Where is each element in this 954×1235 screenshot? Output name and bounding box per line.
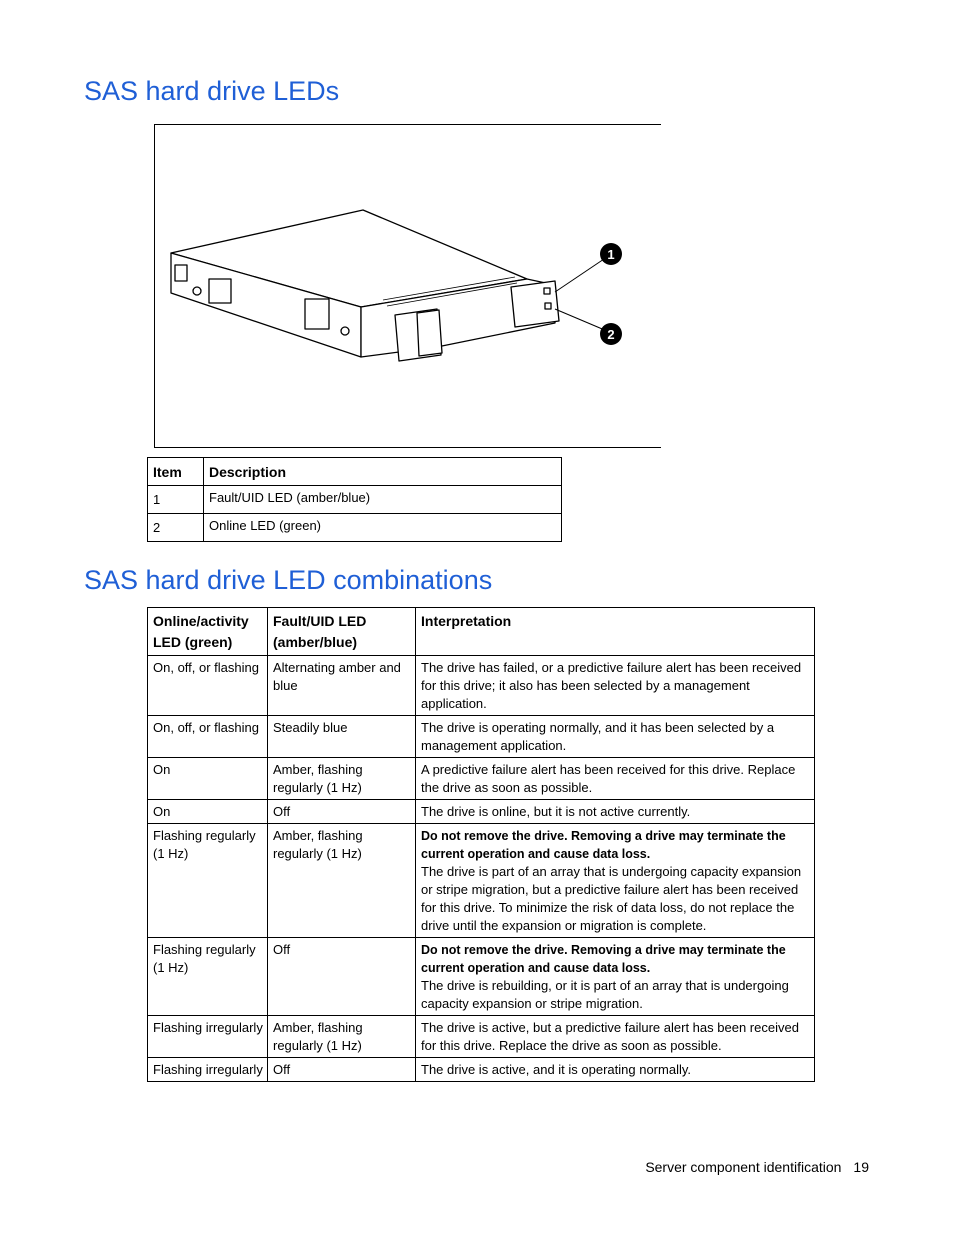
online-led-state: On	[148, 758, 268, 800]
interpretation	[416, 800, 815, 824]
table-row	[148, 758, 815, 800]
hard-drive-figure	[154, 124, 661, 448]
item-description: Online LED (green)	[204, 514, 562, 542]
table-header-row	[148, 608, 815, 656]
item-number: 1	[148, 486, 204, 514]
interpretation	[416, 656, 815, 716]
item-description-table	[147, 457, 562, 542]
page-footer	[645, 1159, 869, 1175]
online-led-state: On, off, or flashing	[148, 656, 268, 716]
data-loss-warning: Do not remove the drive. Removing a drive may terminate the current operation and cause data loss.	[421, 943, 786, 975]
fault-led-state: Amber, flashing regularly (1 Hz)	[268, 758, 416, 800]
header-fault-led: Fault/UID LED (amber/blue)	[268, 608, 416, 656]
online-led-state: On	[148, 800, 268, 824]
interpretation-text: A predictive failure alert has been received for this drive. Replace the drive as soon as possible.	[421, 762, 796, 795]
led-combinations-body	[148, 656, 815, 1082]
table-row	[148, 1058, 815, 1082]
interpretation	[416, 938, 815, 1016]
fault-led-state: Alternating amber and blue	[268, 656, 416, 716]
callout-1	[600, 243, 622, 265]
interpretation	[416, 1016, 815, 1058]
online-led-state: Flashing regularly (1 Hz)	[148, 824, 268, 938]
table-row	[148, 486, 562, 514]
online-led-state: Flashing irregularly	[148, 1058, 268, 1082]
interpretation-text: The drive is rebuilding, or it is part of an array that is undergoing capacity expansion or stripe migration.	[421, 978, 789, 1011]
svg-text:2: 2	[607, 327, 615, 342]
fault-led-state: Off	[268, 938, 416, 1016]
table-row	[148, 938, 815, 1016]
led-combinations-table	[147, 607, 815, 1082]
table-row	[148, 656, 815, 716]
header-online-led: Online/activity LED (green)	[148, 608, 268, 656]
page-number: 19	[853, 1159, 869, 1175]
fault-led-state: Amber, flashing regularly (1 Hz)	[268, 824, 416, 938]
online-led-state: On, off, or flashing	[148, 716, 268, 758]
interpretation	[416, 716, 815, 758]
data-loss-warning: Do not remove the drive. Removing a drive may terminate the current operation and cause data loss.	[421, 829, 786, 861]
header-interpretation: Interpretation	[416, 608, 815, 656]
interpretation	[416, 1058, 815, 1082]
online-led-state: Flashing irregularly	[148, 1016, 268, 1058]
header-item: Item	[148, 458, 204, 486]
interpretation	[416, 758, 815, 800]
table-row	[148, 824, 815, 938]
table-row	[148, 1016, 815, 1058]
table-row	[148, 514, 562, 542]
online-led-state: Flashing regularly (1 Hz)	[148, 938, 268, 1016]
fault-led-state: Off	[268, 800, 416, 824]
fault-led-state: Amber, flashing regularly (1 Hz)	[268, 1016, 416, 1058]
interpretation-text: The drive is part of an array that is undergoing capacity expansion or stripe migration, but a predictive failure alert has been received for this drive. To minimize the risk of data loss, do not replace the drive until the expansion or migration is complete.	[421, 864, 802, 933]
fault-led-state: Off	[268, 1058, 416, 1082]
interpretation-text: The drive has failed, or a predictive failure alert has been received for this drive; it also has been selected by a management application.	[421, 660, 802, 711]
item-description: Fault/UID LED (amber/blue)	[204, 486, 562, 514]
svg-text:1: 1	[607, 247, 615, 262]
fault-led-state: Steadily blue	[268, 716, 416, 758]
item-number: 2	[148, 514, 204, 542]
interpretation-text: The drive is active, but a predictive failure alert has been received for this drive. Replace the drive as soon as possible.	[421, 1020, 799, 1053]
interpretation	[416, 824, 815, 938]
section-title-leds: SAS hard drive LEDs	[84, 76, 340, 106]
interpretation-text: The drive is active, and it is operating normally.	[421, 1062, 691, 1077]
table-row	[148, 800, 815, 824]
hard-drive-illustration	[155, 125, 661, 447]
footer-section-name: Server component identification	[645, 1159, 842, 1175]
interpretation-text: The drive is online, but it is not active currently.	[421, 804, 691, 819]
section-title-led-combinations: SAS hard drive LED combinations	[84, 565, 493, 595]
table-header-row	[148, 458, 562, 486]
callout-2	[600, 323, 622, 345]
table-row	[148, 716, 815, 758]
interpretation-text: The drive is operating normally, and it has been selected by a management application.	[421, 720, 775, 753]
header-description: Description	[204, 458, 562, 486]
